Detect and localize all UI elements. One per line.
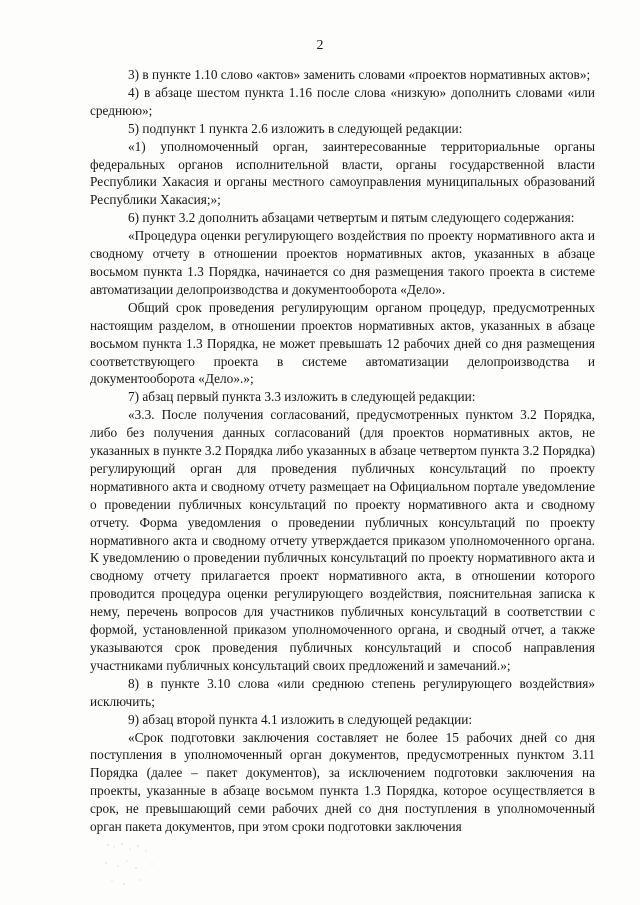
paragraph-quote-procedure: «Процедура оценки регулирующего воздействия по проекту нормативного акта и сводному отчету в отношении проектов нормативных актов, указанных в абзаце восьмом пункта 1.3 Порядка, начинается со дня размещения такого проекта в системе автоматизации делопроизводства и документооборота «Дело». — [90, 228, 595, 297]
paragraph-item-9: 9) абзац второй пункта 4.1 изложить в следующей редакции: — [128, 711, 473, 727]
paragraph-item-7: 7) абзац первый пункта 3.3 изложить в следующей редакции: — [128, 389, 476, 405]
paragraph-item-3: 3) в пункте 1.10 слово «актов» заменить словами «проектов нормативных актов»; — [128, 67, 591, 82]
paragraph-item-8: 8) в пункте 3.10 слова «или среднюю степень регулирующего воздействия» исключить; — [90, 675, 595, 709]
paragraph-quote-3-3: «3.3. После получения согласований, предусмотренных пунктом 3.2 Порядка, либо без получения данных согласований (для проектов нормативных актов, не указанных в пункте 3.2 Порядка либо указанных в абзаце четвертом пункта 3.2 Порядка) регулирующий орган для проведения публичных консультаций по проекту нормативного акта и сводному отчету размещает на Официальном портале уведомление о проведении публичных консультаций по проекту нормативного акта и сводному отчету. Форма уведомления о проведении публичных консультаций по проекту нормативного акта и сводному отчету утверждается приказом уполномоченного органа. К уведомлению о проведении публичных консультаций по проекту нормативного акта и сводному отчету прилагается проект нормативного акта, в отношении которого проводится процедура оценки регулирующего воздействия, пояснительная записка к нему, перечень вопросов для участников публичных консультаций в соответствии с формой, установленной приказом уполномоченного органа, и сводный отчет, а также указываются срок проведения публичных консультаций и способ направления участниками публичных консультаций своих предложений и замечаний.»; — [90, 407, 595, 673]
scan-noise-marks — [100, 835, 180, 895]
page-number: 2 — [316, 38, 324, 53]
paragraph-item-6: 6) пункт 3.2 дополнить абзацами четвертым и пятым следующего содержания: — [128, 210, 575, 226]
document-body — [90, 66, 595, 836]
paragraph-item-4: 4) в абзаце шестом пункта 1.16 после слова «низкую» дополнить словами «или среднюю»; — [90, 84, 595, 118]
paragraph-item-5: 5) подпункт 1 пункта 2.6 изложить в следующей редакции: — [128, 120, 463, 136]
paragraph-quote-term: «Срок подготовки заключения составляет не более 15 рабочих дней со дня поступления в уполномоченный орган документов, предусмотренных пунктом 3.11 Порядка (далее – пакет документов), за исключением подготовки заключения на проекты, указанные в абзаце восьмом пункта 1.3 Порядка, которое осуществляется в срок, не превышающий семи рабочих дней со дня поступления в уполномоченный орган пакета документов, при этом сроки подготовки заключения — [90, 729, 595, 835]
paragraph-total-term: Общий срок проведения регулирующим органом процедур, предусмотренных настоящим разделом, в отношении проектов нормативных актов, указанных в абзаце восьмом пункта 1.3 Порядка, не может превышать 12 рабочих дней со дня размещения соответствующего проекта в системе автоматизации делопроизводства и документооборота «Дело».»; — [90, 299, 595, 387]
paragraph-quote-subpoint-1: «1) уполномоченный орган, заинтересованные территориальные органы федеральных органов исполнительной власти, органы государственной власти Республики Хакасия и органы местного самоуправления муниципальных образований Республики Хакасия;»; — [90, 138, 595, 208]
